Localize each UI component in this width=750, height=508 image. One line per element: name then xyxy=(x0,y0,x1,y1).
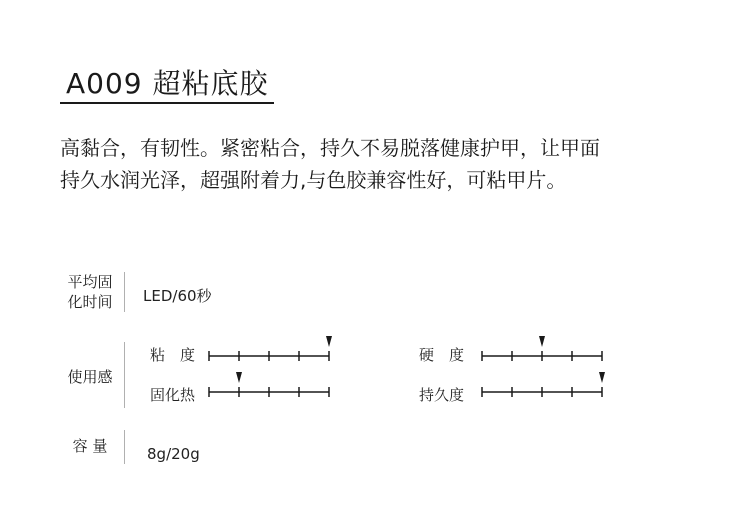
usage-label: 使用感 xyxy=(67,368,113,386)
level-pointer-icon xyxy=(236,372,242,383)
capacity-label: 容 量 xyxy=(72,437,108,455)
slider-label-curing-heat: 固化热 xyxy=(150,386,196,404)
scale-graphic xyxy=(481,370,605,400)
cure-time-label-line2: 化时间 xyxy=(67,293,113,311)
description-line-2: 持久水润光泽，超强附着力,与色胶兼容性好，可粘甲片。 xyxy=(60,168,567,192)
cure-time-divider xyxy=(124,272,125,312)
product-description xyxy=(60,132,700,196)
level-pointer-icon xyxy=(326,336,332,347)
scale-graphic xyxy=(481,334,605,364)
slider-label-durability: 持久度 xyxy=(419,386,465,404)
slider-label-hardness: 硬 度 xyxy=(419,346,465,364)
hardness-scale xyxy=(481,334,605,364)
title-underline xyxy=(60,102,274,104)
cure-time-label-line1: 平均固 xyxy=(67,273,113,291)
curing-heat-scale xyxy=(208,370,332,400)
level-pointer-icon xyxy=(599,372,605,383)
durability-scale xyxy=(481,370,605,400)
scale-graphic xyxy=(208,370,332,400)
cure-time-value: LED/60秒 xyxy=(143,287,212,305)
viscosity-scale xyxy=(208,334,332,364)
scale-graphic xyxy=(208,334,332,364)
capacity-divider xyxy=(124,430,125,464)
usage-divider xyxy=(124,342,125,408)
slider-label-viscosity: 粘 度 xyxy=(150,346,196,364)
cure-time-label xyxy=(62,272,118,312)
description-line-1: 高黏合，有韧性。紧密粘合，持久不易脱落健康护甲，让甲面 xyxy=(60,136,600,160)
product-title: A009 超粘底胶 xyxy=(66,67,269,100)
capacity-value: 8g/20g xyxy=(147,445,200,463)
level-pointer-icon xyxy=(539,336,545,347)
